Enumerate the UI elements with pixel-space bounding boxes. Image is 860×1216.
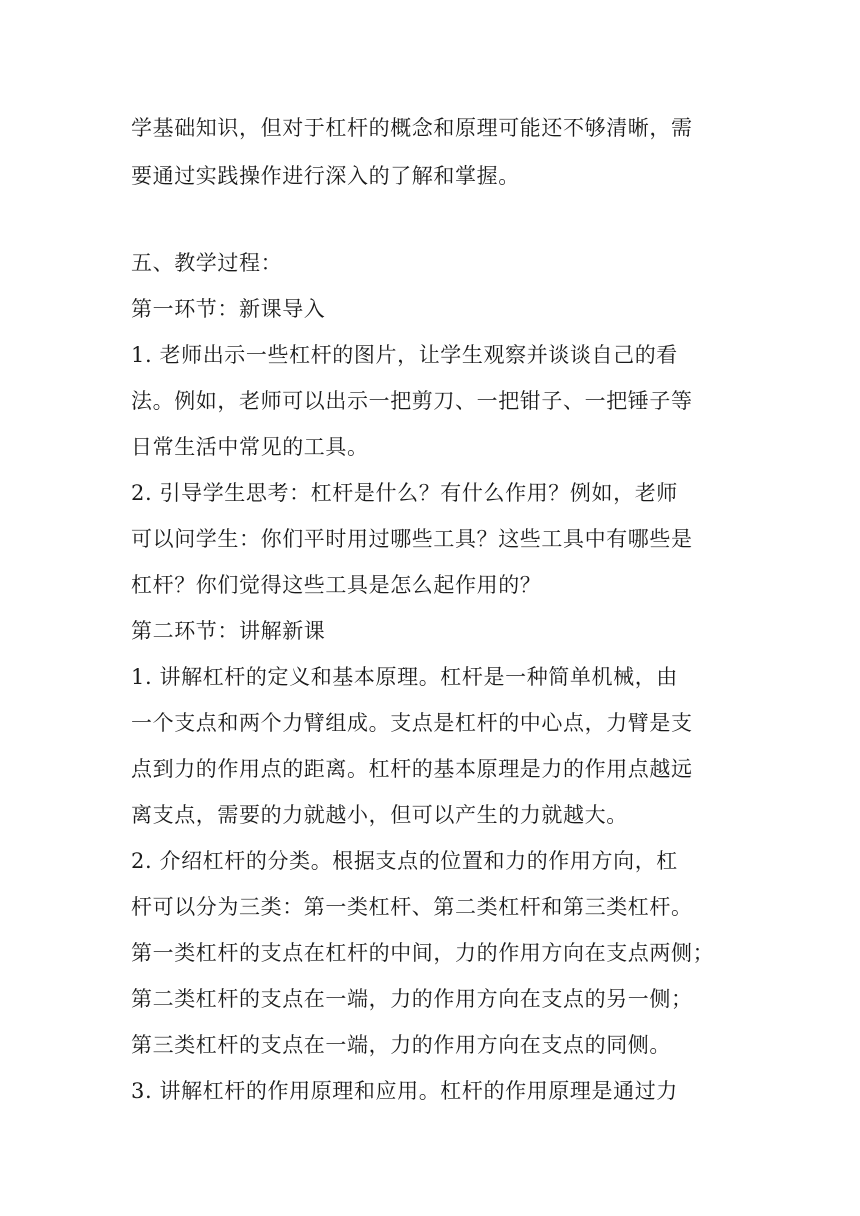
text-line: 2. 引导学生思考：杠杆是什么？有什么作用？例如，老师 bbox=[131, 481, 678, 505]
text-line: 3. 讲解杠杆的作用原理和应用。杠杆的作用原理是通过力 bbox=[131, 1079, 678, 1103]
text-line: 点到力的作用点的距离。杠杆的基本原理是力的作用点越远 bbox=[131, 757, 693, 781]
text-line: 1. 老师出示一些杠杆的图片，让学生观察并谈谈自己的看 bbox=[131, 343, 678, 367]
text-line: 第三类杠杆的支点在一端，力的作用方向在支点的同侧。 bbox=[131, 1033, 671, 1057]
text-line: 学基础知识，但对于杠杆的概念和原理可能还不够清晰，需 bbox=[131, 116, 693, 140]
text-line: 一个支点和两个力臂组成。支点是杠杆的中心点，力臂是支 bbox=[131, 711, 693, 735]
subsection-heading: 第一环节：新课导入 bbox=[131, 297, 326, 321]
text-line: 离支点，需要的力就越小，但可以产生的力就越大。 bbox=[131, 803, 628, 827]
text-line: 日常生活中常见的工具。 bbox=[131, 435, 369, 459]
text-line: 1. 讲解杠杆的定义和基本原理。杠杆是一种简单机械，由 bbox=[131, 665, 678, 689]
text-line: 第一类杠杆的支点在杠杆的中间，力的作用方向在支点两侧； bbox=[131, 941, 715, 965]
text-line: 2. 介绍杠杆的分类。根据支点的位置和力的作用方向，杠 bbox=[131, 849, 678, 873]
text-line: 第二类杠杆的支点在一端，力的作用方向在支点的另一侧； bbox=[131, 987, 693, 1011]
section-heading: 五、教学过程： bbox=[131, 251, 283, 275]
subsection-heading: 第二环节：讲解新课 bbox=[131, 619, 326, 643]
text-line: 杠杆？你们觉得这些工具是怎么起作用的？ bbox=[131, 573, 542, 597]
text-line: 可以问学生：你们平时用过哪些工具？这些工具中有哪些是 bbox=[131, 527, 693, 551]
text-line: 杆可以分为三类：第一类杠杆、第二类杠杆和第三类杠杆。 bbox=[131, 895, 693, 919]
text-line: 法。例如，老师可以出示一把剪刀、一把钳子、一把锤子等 bbox=[131, 389, 693, 413]
text-line: 要通过实践操作进行深入的了解和掌握。 bbox=[131, 164, 520, 188]
